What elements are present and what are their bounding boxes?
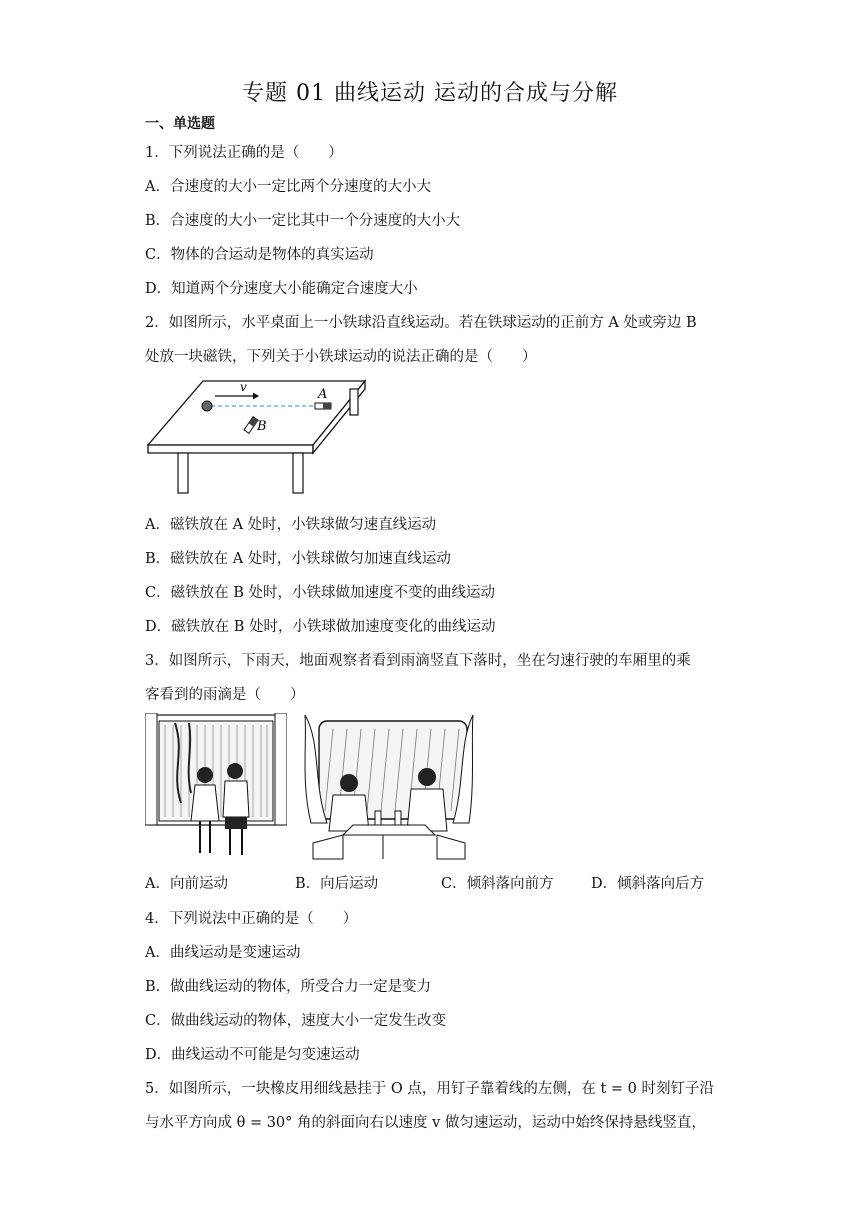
table-leg-front-right xyxy=(293,453,303,493)
question-1-stem: 1．下列说法正确的是（ ） xyxy=(145,145,343,161)
question-4-option-b: B．做曲线运动的物体，所受合力一定是变力 xyxy=(145,979,432,995)
question-5-stem-line-1: 5．如图所示，一块橡皮用细线悬挂于 O 点，用钉子靠着线的左侧，在 t = 0 时刻钉子沿 xyxy=(145,1081,714,1097)
question-2-option-a: A．磁铁放在 A 处时，小铁球做匀速直线运动 xyxy=(145,517,437,533)
question-4-option-c: C．做曲线运动的物体，速度大小一定发生改变 xyxy=(145,1013,447,1029)
question-2-option-d: D．磁铁放在 B 处时，小铁球做加速度变化的曲线运动 xyxy=(145,619,496,635)
question-1-option-b: B．合速度的大小一定比其中一个分速度的大小大 xyxy=(145,213,461,229)
table-leg-front-left xyxy=(178,453,188,493)
question-2-option-b: B．磁铁放在 A 处时，小铁球做匀加速直线运动 xyxy=(145,551,451,567)
window-children-illustration xyxy=(145,713,287,863)
question-2-stem-line-2: 处放一块磁铁，下列关于小铁球运动的说法正确的是（ ） xyxy=(145,349,537,365)
question-1-option-a: A．合速度的大小一定比两个分速度的大小大 xyxy=(145,179,431,195)
table-edge xyxy=(148,445,313,453)
question-4-option-a: A．曲线运动是变速运动 xyxy=(145,945,301,961)
question-3-option-d: D．倾斜落向后方 xyxy=(591,876,705,892)
table-figure xyxy=(145,378,375,496)
question-3-option-b: B．向后运动 xyxy=(295,876,379,892)
train-passengers-illustration xyxy=(303,713,475,863)
velocity-label: v xyxy=(240,380,247,394)
iron-ball xyxy=(202,401,212,411)
question-3-stem-line-1: 3．如图所示，下雨天，地面观察者看到雨滴竖直下落时，坐在匀速行驶的车厢里的乘 xyxy=(145,653,691,669)
question-4-option-d: D．曲线运动不可能是匀变速运动 xyxy=(145,1047,360,1063)
question-2-option-c: C．磁铁放在 B 处时，小铁球做加速度不变的曲线运动 xyxy=(145,585,495,601)
label-a: A xyxy=(318,387,328,402)
question-1-option-c: C．物体的合运动是物体的真实运动 xyxy=(145,247,374,263)
table-leg-back-right xyxy=(350,389,358,415)
question-1-option-d: D．知道两个分速度大小能确定合速度大小 xyxy=(145,281,418,297)
question-4-stem: 4．下列说法中正确的是（ ） xyxy=(145,911,358,927)
page-title: 专题 01 曲线运动 运动的合成与分解 xyxy=(242,81,618,106)
question-5-stem-line-2: 与水平方向成 θ = 30° 角的斜面向右以速度 v 做匀速运动，运动中始终保持悬线竖直， xyxy=(145,1115,706,1131)
question-2-stem-line-1: 2．如图所示，水平桌面上一小铁球沿直线运动。若在铁球运动的正前方 A 处或旁边 B xyxy=(145,315,697,331)
table-top xyxy=(148,381,365,445)
question-3-option-a: A．向前运动 xyxy=(145,876,228,892)
label-b: B xyxy=(257,419,267,434)
question-3-option-c: C．倾斜落向前方 xyxy=(441,876,554,892)
section-heading: 一、单选题 xyxy=(145,116,215,132)
question-3-stem-line-2: 客看到的雨滴是（ ） xyxy=(145,687,305,703)
